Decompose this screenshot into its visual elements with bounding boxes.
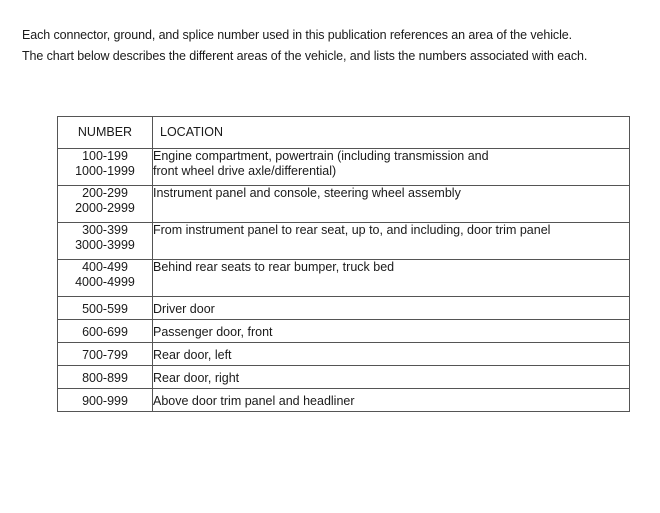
intro-line-1: Each connector, ground, and splice number used in this publication references an area of the vehicle. — [22, 28, 572, 42]
number-cell — [58, 297, 153, 320]
table-header-row — [58, 117, 630, 149]
number-cell — [58, 260, 153, 297]
location-text: Rear door, right — [153, 371, 240, 385]
table-row — [58, 149, 630, 186]
number-range: 800-899 — [82, 371, 128, 385]
location-text: From instrument panel to rear seat, up to, and including, door trim panel — [153, 223, 551, 237]
number-range: 300-399 — [82, 223, 128, 237]
location-cell — [153, 320, 630, 343]
number-cell — [58, 389, 153, 412]
location-cell — [153, 260, 630, 297]
table-row — [58, 223, 630, 260]
location-cell — [153, 343, 630, 366]
header-location: LOCATION — [153, 117, 630, 149]
table-row — [58, 343, 630, 366]
number-range: 600-699 — [82, 325, 128, 339]
number-cell — [58, 366, 153, 389]
number-range: 2000-2999 — [75, 201, 135, 215]
number-range: 1000-1999 — [75, 164, 135, 178]
number-range: 700-799 — [82, 348, 128, 362]
number-range: 500-599 — [82, 302, 128, 316]
number-range: 900-999 — [82, 394, 128, 408]
location-text: Engine compartment, powertrain (including transmission and — [153, 149, 489, 163]
location-cell — [153, 389, 630, 412]
location-text: front wheel drive axle/differential) — [153, 164, 337, 178]
location-text: Rear door, left — [153, 348, 232, 362]
number-cell — [58, 223, 153, 260]
table-row — [58, 366, 630, 389]
table-row — [58, 320, 630, 343]
number-range: 3000-3999 — [75, 238, 135, 252]
location-text: Instrument panel and console, steering wheel assembly — [153, 186, 461, 200]
number-range: 100-199 — [82, 149, 128, 163]
table-row — [58, 297, 630, 320]
number-range: 4000-4999 — [75, 275, 135, 289]
location-text: Driver door — [153, 302, 215, 316]
number-range: 200-299 — [82, 186, 128, 200]
location-cell — [153, 297, 630, 320]
intro-line-2: The chart below describes the different areas of the vehicle, and lists the numbers associated with each. — [22, 49, 588, 63]
number-cell — [58, 149, 153, 186]
location-cell — [153, 186, 630, 223]
number-cell — [58, 343, 153, 366]
table-row — [58, 260, 630, 297]
table-row — [58, 186, 630, 223]
location-cell — [153, 366, 630, 389]
area-number-table — [57, 116, 630, 412]
intro-text — [22, 25, 652, 67]
location-text: Passenger door, front — [153, 325, 273, 339]
number-cell — [58, 320, 153, 343]
location-cell — [153, 149, 630, 186]
location-cell — [153, 223, 630, 260]
table-row — [58, 389, 630, 412]
header-number: NUMBER — [58, 117, 153, 149]
number-range: 400-499 — [82, 260, 128, 274]
location-text: Behind rear seats to rear bumper, truck bed — [153, 260, 395, 274]
location-text: Above door trim panel and headliner — [153, 394, 355, 408]
number-cell — [58, 186, 153, 223]
